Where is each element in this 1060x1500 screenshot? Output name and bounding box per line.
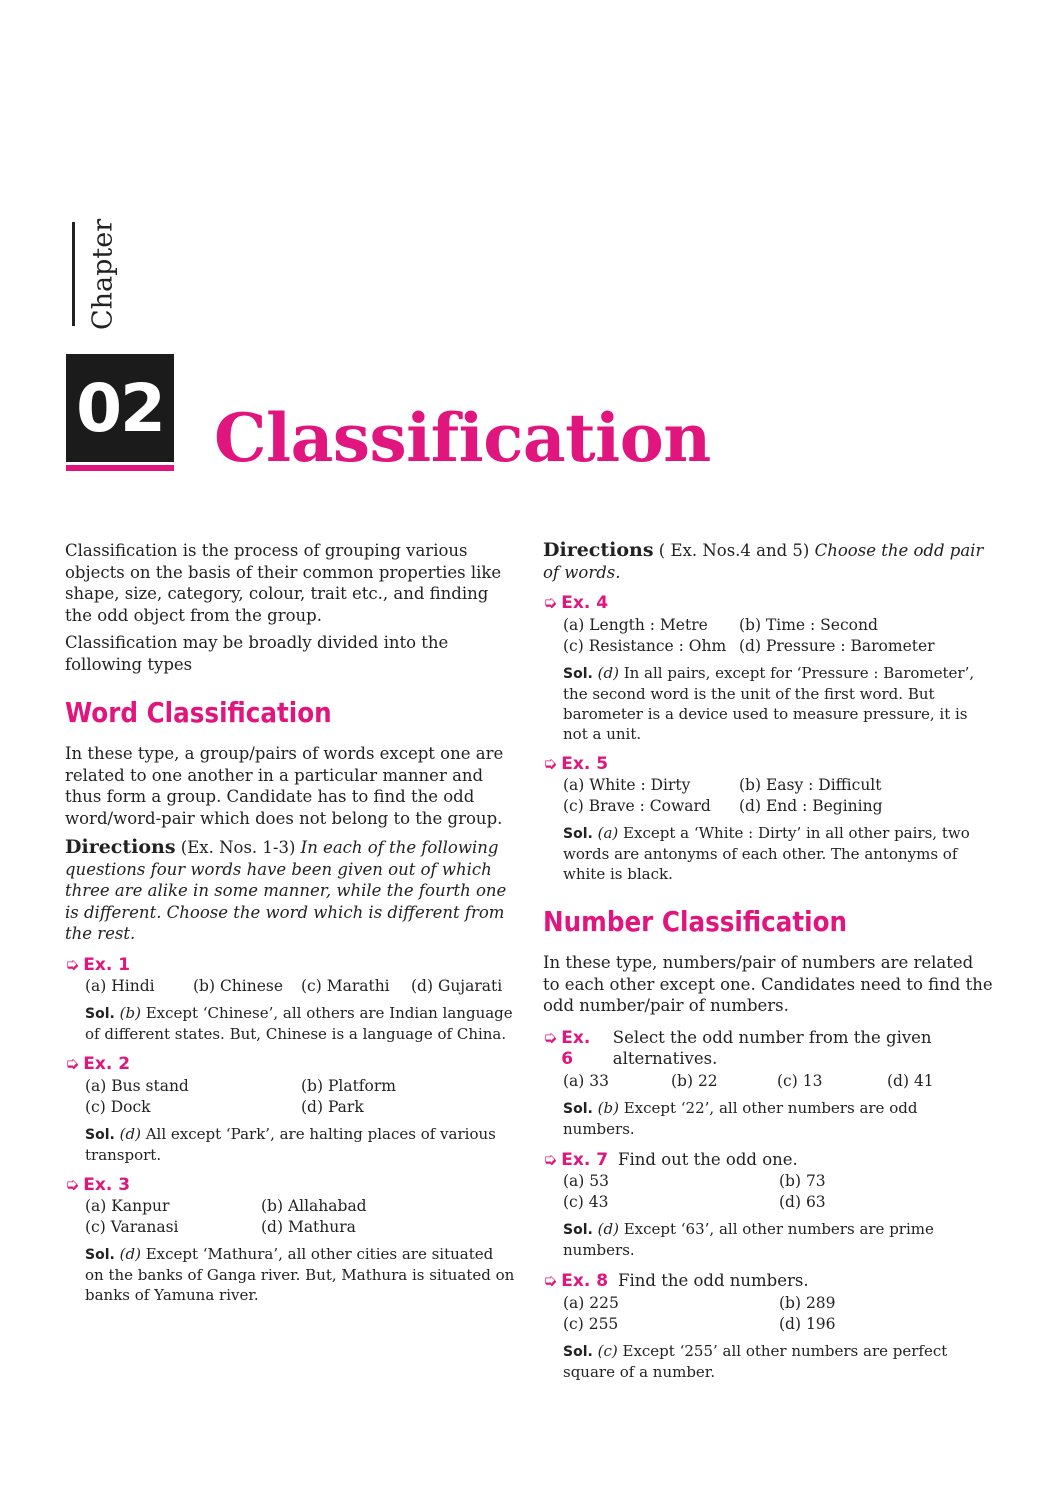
solution-label: Sol.	[563, 1222, 593, 1238]
number-classification-heading: Number Classification	[543, 905, 848, 938]
solution-answer: (d)	[597, 663, 619, 682]
solution-label: Sol.	[563, 665, 593, 682]
solution	[563, 1341, 993, 1382]
solution-text: Except a ‘White : Dirty’ in all other pairs, two words are antonyms of each other. The antonyms of white is black.	[563, 824, 970, 883]
option-d: (d) Pressure : Barometer	[739, 636, 935, 655]
option-b: (b) 22	[671, 1071, 718, 1090]
solution-label: Sol.	[85, 1006, 115, 1022]
option-a: (a) 33	[563, 1071, 609, 1090]
example-2	[65, 1054, 515, 1165]
option-d: (d) 63	[779, 1193, 826, 1211]
example-question: Find out the odd one.	[618, 1149, 798, 1169]
directions-range: (Ex. Nos. 1-3)	[180, 838, 296, 857]
solution-text: Except ‘Chinese’, all others are Indian language of different states. But, Chinese is a language of China.	[85, 1004, 513, 1043]
arrow-icon: ➭	[65, 954, 80, 975]
solution-label: Sol.	[85, 1126, 115, 1143]
option-d: (d) 196	[779, 1314, 836, 1333]
option-b: (b) Chinese	[193, 977, 284, 995]
example-6	[543, 1027, 993, 1139]
left-column	[65, 540, 515, 1305]
option-d: (d) 41	[887, 1071, 934, 1090]
option-b: (b) Easy : Difficult	[739, 776, 882, 794]
solution	[85, 1003, 515, 1044]
option-a: (a) 225	[563, 1293, 619, 1312]
solution	[85, 1124, 515, 1165]
arrow-icon: ➭	[543, 1149, 558, 1170]
solution-answer: (d)	[119, 1245, 141, 1263]
solution-label: Sol.	[563, 1100, 593, 1117]
option-b: (b) 289	[779, 1293, 836, 1312]
option-c: (c) Resistance : Ohm	[563, 636, 727, 655]
solution-text: Except ‘Mathura’, all other cities are situated on the banks of Ganga river. But, Mathura is situated on banks of Yamuna river.	[85, 1245, 515, 1304]
option-c: (c) 13	[777, 1071, 823, 1090]
solution-text: All except ‘Park’, are halting places of various transport.	[85, 1124, 496, 1164]
option-b: (b) Time : Second	[739, 615, 878, 634]
option-b: (b) Allahabad	[261, 1197, 367, 1215]
option-c: (c) Brave : Coward	[563, 797, 711, 815]
solution	[85, 1244, 515, 1305]
solution-label: Sol.	[563, 1343, 593, 1360]
solution-answer: (c)	[597, 1341, 618, 1360]
option-d: (d) Gujarati	[411, 977, 503, 995]
solution-text: Except ‘255’ all other numbers are perfect square of a number.	[563, 1341, 948, 1381]
example-label: Ex. 5	[561, 753, 609, 774]
example-label: Ex. 7	[561, 1149, 609, 1170]
option-c: (c) 43	[563, 1193, 609, 1211]
example-4	[543, 593, 993, 744]
option-c: (c) Varanasi	[85, 1218, 179, 1236]
solution	[563, 823, 993, 884]
option-a: (a) Kanpur	[85, 1197, 170, 1215]
directions-range: ( Ex. Nos.4 and 5)	[658, 541, 810, 560]
arrow-icon: ➭	[65, 1174, 80, 1195]
solution-label: Sol.	[85, 1247, 115, 1263]
chapter-number-underline	[66, 465, 174, 471]
solution	[563, 1098, 993, 1139]
example-question: Select the odd number from the given alternatives.	[612, 1027, 932, 1068]
example-label: Ex. 6	[561, 1027, 591, 1069]
example-label: Ex. 8	[561, 1271, 609, 1291]
example-label: Ex. 1	[83, 954, 131, 975]
right-column	[543, 540, 993, 1382]
option-c: (c) 255	[563, 1314, 619, 1333]
example-1	[65, 955, 515, 1045]
example-question: Find the odd numbers.	[618, 1271, 809, 1290]
option-a: (a) Hindi	[85, 977, 155, 995]
arrow-icon: ➭	[543, 1027, 558, 1048]
intro-paragraph-types: Classification may be broadly divided into the following types	[65, 633, 449, 674]
chapter-divider	[72, 222, 75, 326]
option-d: (d) End : Begining	[739, 797, 883, 815]
directions-ex-4-5	[543, 540, 993, 583]
directions-text: Choose the odd pair of words.	[543, 541, 984, 582]
example-label: Ex. 2	[83, 1054, 131, 1074]
solution	[563, 663, 993, 744]
solution-answer: (a)	[597, 824, 619, 842]
solution	[563, 1219, 993, 1260]
example-5	[543, 754, 993, 885]
solution-answer: (d)	[119, 1124, 141, 1143]
option-a: (a) White : Dirty	[563, 776, 691, 794]
directions-ex-1-3	[65, 837, 515, 945]
example-7	[543, 1149, 993, 1261]
example-3	[65, 1175, 515, 1306]
directions-text: In each of the following questions four words have been given out of which three are alike in some manner, while the fourth one is different. Choose the word which is different from the rest.	[65, 838, 507, 943]
arrow-icon: ➭	[543, 753, 558, 774]
chapter-title: Classification	[214, 399, 711, 477]
solution-answer: (b)	[119, 1004, 141, 1022]
arrow-icon: ➭	[65, 1054, 80, 1074]
option-b: (b) 73	[779, 1172, 826, 1190]
word-classification-heading: Word Classification	[65, 696, 332, 729]
option-c: (c) Dock	[85, 1097, 151, 1116]
solution-text: Except ‘22’, all other numbers are odd numbers.	[563, 1098, 918, 1138]
example-8	[543, 1270, 993, 1382]
word-classification-intro: In these type, a group/pairs of words except one are related to one another in a particular manner and thus form a group. Candidate has to find the odd word/word-pair which does not belong to the group.	[65, 744, 504, 828]
solution-label: Sol.	[563, 826, 593, 842]
solution-text: In all pairs, except for ‘Pressure : Barometer’, the second word is the unit of the first word. But barometer is a device used to measure pressure, it is not a unit.	[563, 663, 975, 743]
option-a: (a) Bus stand	[85, 1076, 189, 1095]
chapter-label: Chapter	[87, 218, 119, 330]
option-b: (b) Platform	[301, 1076, 396, 1095]
directions-lead: Directions	[65, 836, 176, 858]
solution-answer: (b)	[597, 1098, 619, 1117]
option-c: (c) Marathi	[301, 977, 390, 995]
option-d: (d) Mathura	[261, 1218, 356, 1236]
chapter-number: 02	[66, 354, 174, 462]
directions-lead: Directions	[543, 539, 654, 561]
solution-answer: (d)	[597, 1220, 619, 1238]
arrow-icon: ➭	[543, 593, 558, 613]
arrow-icon: ➭	[543, 1271, 558, 1291]
option-a: (a) Length : Metre	[563, 615, 708, 634]
option-a: (a) 53	[563, 1172, 609, 1190]
solution-text: Except ‘63’, all other numbers are prime numbers.	[563, 1220, 934, 1259]
intro-paragraph: Classification is the process of grouping various objects on the basis of their common properties like shape, size, category, colour, trait etc., and finding the odd object from the group.	[65, 541, 502, 625]
example-label: Ex. 3	[83, 1174, 131, 1195]
number-classification-intro: In these type, numbers/pair of numbers are related to each other except one. Candidates need to find the odd number/pair of numbers.	[543, 953, 993, 1015]
option-d: (d) Park	[301, 1097, 364, 1116]
example-label: Ex. 4	[561, 593, 609, 613]
